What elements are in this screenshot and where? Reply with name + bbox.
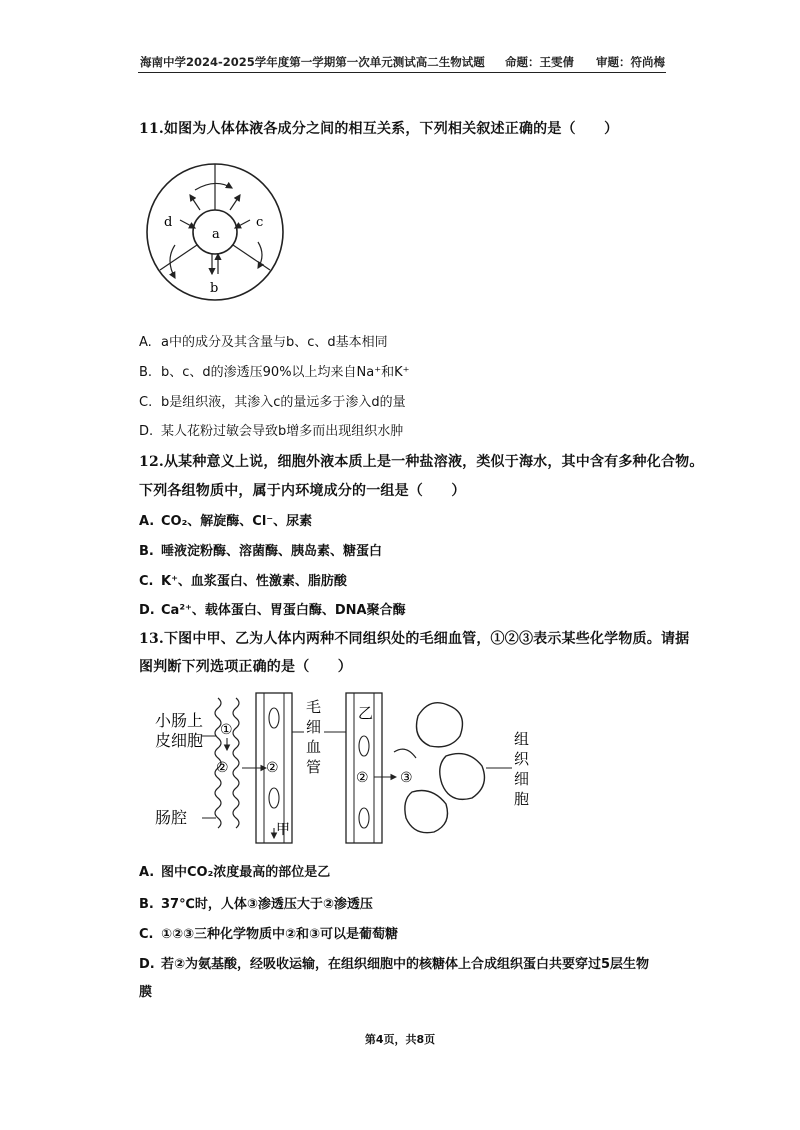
q13-stem-line1: 13.下图中甲、乙为人体内两种不同组织处的毛细血管，①②③表示某些化学物质。请据 — [139, 631, 690, 647]
q12-option-b[interactable]: B. 唾液淀粉酶、溶菌酶、胰岛素、糖蛋白 — [139, 544, 383, 559]
label-small-intestine-1: 小肠上 — [155, 711, 204, 730]
label-c1: ① — [220, 722, 233, 738]
q13-option-c[interactable]: C. ①②③三种化学物质中②和③可以是葡萄糖 — [139, 927, 399, 942]
label-capillary-4: 管 — [306, 758, 322, 776]
rbc-jia-2 — [269, 788, 279, 808]
arrow-a-d — [190, 195, 200, 210]
divider-left — [160, 245, 197, 270]
label-c2-left: ② — [216, 760, 229, 776]
q13-option-d-continued: 膜 — [139, 985, 153, 1000]
rbc-yi-2 — [359, 808, 369, 828]
tissue-cell-3 — [405, 791, 448, 833]
label-capillary-2: 细 — [306, 718, 322, 736]
label-capillary-3: 血 — [306, 738, 322, 756]
tissue-cell-edge — [394, 749, 416, 758]
q12-option-d[interactable]: D. Ca²⁺、载体蛋白、胃蛋白酶、DNA聚合酶 — [139, 603, 406, 618]
label-d: d — [164, 215, 173, 230]
q13-option-b[interactable]: B. 37℃时，人体③渗透压大于②渗透压 — [139, 897, 373, 912]
label-c2-jia: ② — [266, 760, 279, 776]
q13-stem-line2: 图判断下列选项正确的是（ ） — [139, 659, 352, 675]
q11-option-c[interactable]: C. b是组织液，其渗入c的量远多于渗入d的量 — [139, 395, 406, 410]
q13-capillary-diagram — [150, 688, 540, 848]
label-tissue-3: 细 — [514, 770, 530, 788]
q11-option-a[interactable]: A. a中的成分及其含量与b、c、d基本相同 — [139, 335, 388, 350]
arrow-a-c — [230, 195, 240, 210]
arrow-top — [195, 183, 232, 190]
label-jia: 甲 — [276, 822, 290, 838]
label-capillary-1: 毛 — [306, 698, 322, 716]
label-c: c — [256, 215, 264, 230]
label-b: b — [210, 281, 219, 296]
header-divider — [138, 72, 666, 73]
tissue-cell-2 — [440, 754, 485, 800]
q11-option-d[interactable]: D. 某人花粉过敏会导致b增多而出现组织水肿 — [139, 424, 404, 439]
q11-body-fluid-diagram — [140, 150, 290, 310]
arrow-d-a — [180, 220, 195, 228]
q13-option-d[interactable]: D. 若②为氨基酸，经吸收运输，在组织细胞中的核糖体上合成组织蛋白共要穿过5层生物 — [139, 957, 650, 972]
credits — [487, 54, 665, 70]
label-a: a — [212, 227, 220, 242]
exam-title: 海南中学2024-2025学年度第一学期第一次单元测试高二生物试题 — [140, 55, 485, 69]
divider-right — [233, 245, 270, 270]
label-lumen: 肠腔 — [155, 808, 188, 827]
rbc-yi-1 — [359, 736, 369, 756]
q11-stem: 11.如图为人体体液各成分之间的相互关系，下列相关叙述正确的是（ ） — [139, 121, 619, 137]
reviewer: 审题：符尚梅 — [596, 55, 665, 69]
label-tissue-1: 组 — [514, 730, 530, 748]
label-tissue-4: 胞 — [514, 790, 530, 808]
arrow-c-a — [235, 220, 250, 228]
epithelium-wave-2 — [233, 698, 239, 828]
q12-option-c[interactable]: C. K⁺、血浆蛋白、性激素、脂肪酸 — [139, 574, 347, 589]
q12-stem-line2: 下列各组物质中，属于内环境成分的一组是（ ） — [139, 483, 466, 499]
label-yi: 乙 — [358, 704, 374, 722]
q13-option-a[interactable]: A. 图中CO₂浓度最高的部位是乙 — [139, 865, 331, 880]
q12-stem-line1: 12.从某种意义上说，细胞外液本质上是一种盐溶液，类似于海水，其中含有多种化合物。 — [139, 454, 704, 470]
label-small-intestine-2: 皮细胞 — [155, 731, 204, 750]
q11-option-b[interactable]: B. b、c、d的渗透压90%以上均来自Na⁺和K⁺ — [139, 365, 410, 380]
label-c2-yi: ② — [356, 770, 369, 786]
rbc-jia-1 — [269, 708, 279, 728]
tissue-cell-1 — [417, 703, 463, 747]
page-number: 第4页，共8页 — [364, 1033, 436, 1046]
q12-option-a[interactable]: A. CO₂、解旋酶、Cl⁻、尿素 — [139, 514, 313, 529]
author: 命题：王雯倩 — [504, 55, 574, 69]
label-tissue-2: 织 — [514, 750, 530, 768]
label-c3: ③ — [400, 770, 413, 786]
